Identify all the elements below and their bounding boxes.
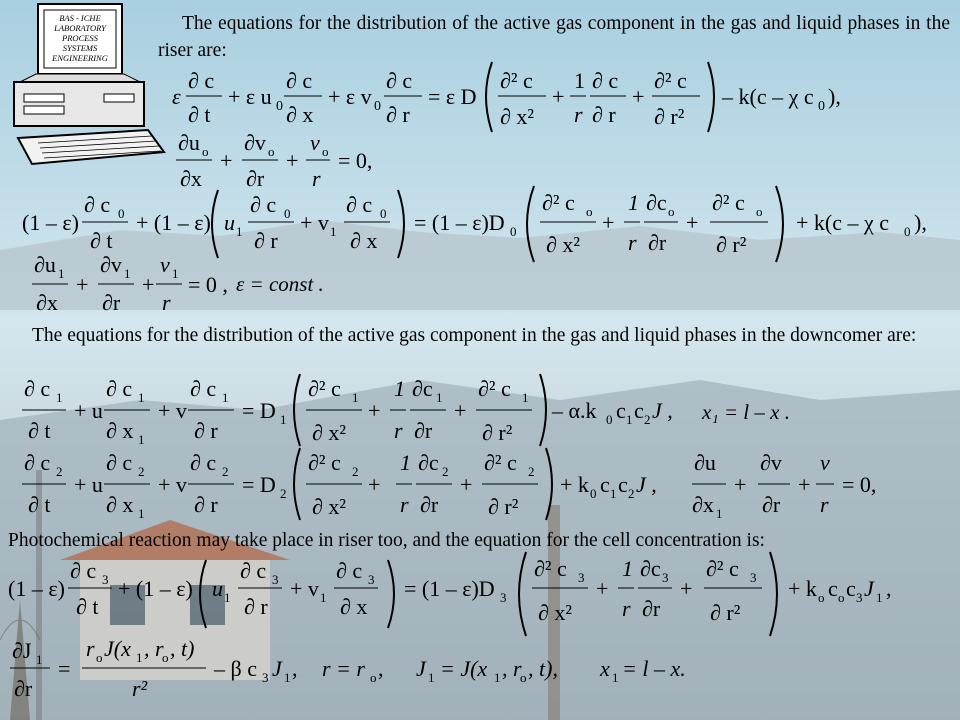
svg-text:u: u — [212, 576, 223, 601]
svg-text:0: 0 — [510, 224, 517, 239]
svg-text:),: ), — [914, 210, 927, 235]
svg-text:J ,: J , — [652, 398, 673, 423]
downcomer-intro-paragraph: The equations for the distribution of the active gas component in the gas and liquid phases in the downcomer are: — [32, 325, 917, 346]
svg-text:1: 1 — [330, 224, 337, 239]
svg-text:3: 3 — [102, 572, 109, 587]
svg-text:, r: , r — [502, 656, 522, 681]
svg-text:u: u — [224, 210, 235, 235]
svg-text:1: 1 — [436, 390, 443, 405]
svg-text:∂c: ∂c — [412, 376, 433, 401]
svg-text:o: o — [586, 204, 593, 219]
svg-text:∂ c: ∂ c — [250, 192, 277, 217]
svg-text:c: c — [846, 576, 856, 601]
logo-line-2: LABORATORY — [54, 23, 106, 33]
svg-text:∂ x: ∂ x — [350, 228, 378, 253]
svg-text:∂r: ∂r — [648, 230, 667, 255]
svg-text:∂ c: ∂ c — [346, 192, 373, 217]
svg-text:∂ r: ∂ r — [386, 102, 410, 127]
svg-text:1: 1 — [428, 670, 435, 685]
svg-text:+: + — [286, 148, 299, 173]
svg-text:2: 2 — [222, 464, 229, 479]
svg-text:v: v — [820, 450, 830, 475]
svg-text:0: 0 — [904, 224, 911, 239]
svg-text:+ v: + v — [290, 576, 319, 601]
svg-text:= (1 – ε)D: = (1 – ε)D — [414, 210, 505, 235]
logo-line-3: PROCESS — [62, 33, 98, 43]
x1-definition-equation: x₁ = l – x . — [702, 400, 790, 424]
svg-text:0: 0 — [590, 486, 597, 501]
svg-text:o: o — [162, 650, 169, 665]
svg-text:= l – x.: = l – x. — [622, 656, 686, 681]
svg-text:v: v — [310, 130, 320, 155]
svg-text:+ k: + k — [788, 576, 817, 601]
svg-text:∂u: ∂u — [694, 450, 716, 475]
svg-text:o: o — [322, 144, 329, 159]
svg-text:+ u: + u — [74, 472, 103, 497]
svg-text:∂r: ∂r — [414, 418, 433, 443]
svg-text:∂r: ∂r — [246, 166, 265, 191]
svg-text:+: + — [686, 210, 699, 235]
svg-text:∂² c: ∂² c — [654, 68, 687, 93]
svg-text:1: 1 — [56, 390, 63, 405]
svg-text:1: 1 — [138, 432, 145, 447]
svg-text:∂ r²: ∂ r² — [716, 232, 747, 257]
svg-text:2: 2 — [56, 464, 63, 479]
svg-text:o: o — [370, 670, 377, 685]
svg-text:∂ c: ∂ c — [190, 450, 217, 475]
svg-text:1: 1 — [138, 390, 145, 405]
svg-text:1: 1 — [716, 506, 723, 521]
svg-text:∂v: ∂v — [100, 252, 122, 277]
svg-text:0: 0 — [284, 206, 291, 221]
svg-text:∂ r: ∂ r — [194, 492, 218, 517]
svg-text:+: + — [368, 472, 381, 497]
svg-text:2: 2 — [628, 486, 635, 501]
svg-text:1: 1 — [574, 68, 585, 93]
svg-text:J ,: J , — [636, 472, 657, 497]
svg-text:1: 1 — [138, 506, 145, 521]
svg-text:c: c — [828, 576, 838, 601]
svg-text:+: + — [734, 472, 747, 497]
svg-text:∂r: ∂r — [642, 596, 661, 621]
svg-text:1: 1 — [400, 450, 411, 475]
svg-text:+: + — [454, 398, 467, 423]
svg-text:+: + — [552, 84, 565, 109]
svg-text:∂c: ∂c — [418, 450, 439, 475]
logo-line-1: BAS - ICHE — [59, 13, 101, 23]
svg-text:1: 1 — [876, 590, 883, 605]
svg-text:1: 1 — [222, 390, 229, 405]
svg-text:∂ t: ∂ t — [188, 102, 211, 127]
svg-text:∂² c: ∂² c — [478, 376, 511, 401]
svg-text:+ k: + k — [560, 472, 589, 497]
svg-text:∂² c: ∂² c — [534, 556, 567, 581]
svg-text:+: + — [798, 472, 811, 497]
svg-text:∂ x: ∂ x — [106, 418, 134, 443]
svg-text:∂ c: ∂ c — [336, 558, 363, 583]
svg-text:∂ x²: ∂ x² — [312, 420, 346, 445]
svg-text:+ ε v: + ε v — [328, 84, 372, 109]
svg-text:,: , — [292, 656, 298, 681]
svg-text:1: 1 — [622, 556, 633, 581]
svg-text:o: o — [96, 650, 103, 665]
eps-const-equation: ε = const . — [236, 272, 324, 296]
svg-text:∂c: ∂c — [646, 190, 667, 215]
svg-text:∂ c: ∂ c — [24, 450, 51, 475]
svg-text:∂ x: ∂ x — [106, 492, 134, 517]
svg-text:r: r — [162, 290, 171, 315]
svg-text:+: + — [680, 576, 693, 601]
svg-text:∂x: ∂x — [180, 166, 202, 191]
svg-text:0: 0 — [276, 99, 283, 114]
logo-line-4: SYSTEMS — [62, 43, 98, 53]
svg-text:+ v: + v — [158, 398, 187, 423]
svg-text:∂ x²: ∂ x² — [538, 600, 572, 625]
svg-text:∂ r: ∂ r — [244, 594, 268, 619]
svg-text:x: x — [600, 656, 610, 681]
svg-text:J(x: J(x — [104, 636, 131, 661]
logo-line-5: ENGINEERING — [52, 53, 108, 63]
svg-text:3: 3 — [750, 570, 757, 585]
svg-text:, t): , t) — [170, 636, 195, 661]
svg-text:r: r — [622, 596, 631, 621]
svg-text:∂ c: ∂ c — [240, 558, 267, 583]
svg-text:o: o — [202, 144, 209, 159]
svg-text:c: c — [616, 398, 626, 423]
svg-text:∂J: ∂J — [12, 638, 32, 663]
svg-text:∂ r: ∂ r — [194, 418, 218, 443]
svg-text:1: 1 — [224, 590, 231, 605]
svg-text:1: 1 — [284, 670, 291, 685]
svg-text:r: r — [394, 418, 403, 443]
svg-text:),: ), — [828, 84, 841, 109]
svg-text:3: 3 — [856, 590, 863, 605]
svg-text:2: 2 — [442, 464, 449, 479]
svg-text:c: c — [618, 472, 628, 497]
svg-text:J: J — [416, 656, 426, 681]
svg-text:o: o — [520, 670, 527, 685]
svg-text:= 0,: = 0, — [842, 472, 877, 497]
riser-intro-paragraph: The equations for the distribution of the active gas component in the gas and liquid phases in the riser are: — [158, 13, 950, 61]
svg-text:∂ c: ∂ c — [188, 68, 215, 93]
svg-text:3: 3 — [662, 570, 669, 585]
svg-text:o: o — [818, 590, 825, 605]
svg-text:=: = — [58, 656, 71, 681]
svg-text:1: 1 — [124, 266, 131, 281]
svg-text:∂² c: ∂² c — [706, 556, 739, 581]
svg-text:+: + — [602, 210, 615, 235]
svg-text:0: 0 — [380, 206, 387, 221]
svg-text:∂r: ∂r — [762, 492, 781, 517]
svg-text:1: 1 — [280, 412, 287, 427]
svg-text:o: o — [268, 144, 275, 159]
svg-text:r: r — [400, 492, 409, 517]
svg-text:3: 3 — [368, 572, 375, 587]
svg-text:∂ t: ∂ t — [76, 594, 99, 619]
svg-text:∂ c: ∂ c — [592, 68, 619, 93]
svg-text:r: r — [574, 102, 583, 127]
svg-text:∂ x: ∂ x — [340, 594, 368, 619]
svg-text:+: + — [368, 398, 381, 423]
svg-text:∂ t: ∂ t — [28, 418, 51, 443]
svg-text:+ u: + u — [74, 398, 103, 423]
svg-text:+: + — [142, 272, 155, 297]
svg-text:c: c — [634, 398, 644, 423]
svg-text:∂ r²: ∂ r² — [654, 104, 685, 129]
svg-text:∂² c: ∂² c — [712, 190, 745, 215]
svg-text:3: 3 — [500, 590, 507, 605]
svg-text:∂v: ∂v — [244, 130, 266, 155]
svg-text:∂ r: ∂ r — [254, 228, 278, 253]
svg-text:∂ r: ∂ r — [592, 102, 616, 127]
svg-text:1: 1 — [320, 590, 327, 605]
svg-text:∂ x²: ∂ x² — [312, 494, 346, 519]
svg-text:∂² c: ∂² c — [308, 376, 341, 401]
svg-text:= 0 ,: = 0 , — [188, 272, 228, 297]
svg-text:+ v: + v — [300, 210, 329, 235]
svg-text:= (1 – ε)D: = (1 – ε)D — [404, 576, 495, 601]
svg-text:∂ c: ∂ c — [190, 376, 217, 401]
svg-text:+: + — [632, 84, 645, 109]
svg-text:+: + — [76, 272, 89, 297]
svg-text:∂ c: ∂ c — [386, 68, 413, 93]
svg-text:J: J — [272, 656, 282, 681]
svg-text:= 0,: = 0, — [338, 148, 373, 173]
photochemical-paragraph: Photochemical reaction may take place in riser too, and the equation for the cell concentration is: — [8, 530, 765, 551]
svg-text:∂² c: ∂² c — [500, 68, 533, 93]
svg-text:o: o — [756, 204, 763, 219]
svg-text:2: 2 — [644, 412, 651, 427]
svg-text:+ ε u: + ε u — [228, 84, 272, 109]
svg-text:(1 – ε): (1 – ε) — [8, 576, 65, 601]
svg-text:c: c — [600, 472, 610, 497]
svg-text:∂r: ∂r — [102, 290, 121, 315]
svg-text:r = r: r = r — [322, 656, 365, 681]
photochemical-equation-2 — [10, 636, 686, 701]
svg-text:∂ x²: ∂ x² — [500, 104, 534, 129]
svg-text:3: 3 — [578, 570, 585, 585]
svg-text:ε: ε — [172, 84, 181, 109]
svg-text:3: 3 — [272, 572, 279, 587]
svg-text:= D: = D — [242, 398, 276, 423]
svg-text:= ε D: = ε D — [428, 84, 477, 109]
svg-text:∂ c: ∂ c — [286, 68, 313, 93]
svg-text:∂ x²: ∂ x² — [546, 232, 580, 257]
svg-text:∂x: ∂x — [36, 290, 58, 315]
svg-text:∂c: ∂c — [640, 556, 661, 581]
svg-text:r: r — [86, 636, 95, 661]
svg-text:∂² c: ∂² c — [484, 450, 517, 475]
svg-text:∂ r²: ∂ r² — [482, 420, 513, 445]
svg-text:2: 2 — [138, 464, 145, 479]
svg-text:v: v — [160, 252, 170, 277]
svg-text:o: o — [838, 590, 845, 605]
svg-text:1: 1 — [236, 224, 243, 239]
svg-text:∂x: ∂x — [692, 492, 714, 517]
svg-text:1: 1 — [36, 652, 43, 667]
svg-text:r: r — [820, 492, 829, 517]
svg-text:(1 – ε): (1 – ε) — [22, 210, 79, 235]
svg-text:1: 1 — [626, 412, 633, 427]
svg-text:0: 0 — [606, 412, 613, 427]
svg-text:∂ r²: ∂ r² — [710, 600, 741, 625]
svg-text:∂ c: ∂ c — [70, 558, 97, 583]
svg-text:o: o — [668, 204, 675, 219]
svg-text:2: 2 — [528, 464, 535, 479]
svg-text:0: 0 — [374, 99, 381, 114]
svg-text:∂ c: ∂ c — [106, 376, 133, 401]
svg-text:∂v: ∂v — [760, 450, 782, 475]
svg-text:∂ c: ∂ c — [106, 450, 133, 475]
svg-text:+ v: + v — [158, 472, 187, 497]
svg-text:r: r — [628, 230, 637, 255]
svg-text:∂u: ∂u — [178, 130, 200, 155]
svg-text:2: 2 — [280, 486, 287, 501]
svg-text:∂ t: ∂ t — [90, 228, 113, 253]
svg-text:1: 1 — [136, 650, 143, 665]
svg-text:1: 1 — [610, 486, 617, 501]
svg-text:∂u: ∂u — [34, 252, 56, 277]
svg-text:∂² c: ∂² c — [542, 190, 575, 215]
svg-text:0: 0 — [818, 99, 825, 114]
svg-text:2: 2 — [352, 464, 359, 479]
svg-text:+: + — [460, 472, 473, 497]
svg-text:,: , — [378, 656, 384, 681]
svg-text:∂ t: ∂ t — [28, 492, 51, 517]
svg-text:+ (1 – ε): + (1 – ε) — [118, 576, 193, 601]
photochemical-equation-1 — [8, 552, 892, 636]
svg-text:– k(c – χ c: – k(c – χ c — [722, 84, 814, 109]
svg-text:– α.k: – α.k — [552, 398, 597, 423]
svg-text:r: r — [312, 166, 321, 191]
svg-text:∂r: ∂r — [420, 492, 439, 517]
svg-text:= D: = D — [242, 472, 276, 497]
svg-text:+: + — [596, 576, 609, 601]
svg-text:1: 1 — [352, 390, 359, 405]
svg-text:1: 1 — [522, 390, 529, 405]
svg-text:1: 1 — [628, 190, 639, 215]
svg-text:∂² c: ∂² c — [308, 450, 341, 475]
svg-text:J: J — [864, 576, 874, 601]
svg-text:+ k(c – χ c: + k(c – χ c — [796, 210, 890, 235]
svg-text:∂ x: ∂ x — [286, 102, 314, 127]
svg-text:∂ c: ∂ c — [84, 192, 111, 217]
svg-text:+: + — [220, 148, 233, 173]
svg-text:– β c: – β c — [214, 656, 257, 681]
svg-text:1: 1 — [612, 670, 619, 685]
svg-text:∂r: ∂r — [14, 676, 33, 701]
svg-text:,: , — [886, 576, 892, 601]
svg-text:∂ c: ∂ c — [24, 376, 51, 401]
svg-text:, t),: , t), — [528, 656, 558, 681]
svg-text:, r: , r — [144, 636, 164, 661]
svg-text:1: 1 — [58, 266, 65, 281]
svg-text:1: 1 — [172, 266, 179, 281]
svg-text:0: 0 — [118, 206, 125, 221]
svg-text:3: 3 — [262, 670, 269, 685]
svg-text:1: 1 — [394, 376, 405, 401]
svg-text:= J(x: = J(x — [440, 656, 488, 681]
svg-text:∂ r²: ∂ r² — [488, 494, 519, 519]
svg-text:+ (1 – ε): + (1 – ε) — [136, 210, 211, 235]
svg-text:r²: r² — [132, 676, 148, 701]
svg-text:1: 1 — [494, 670, 501, 685]
